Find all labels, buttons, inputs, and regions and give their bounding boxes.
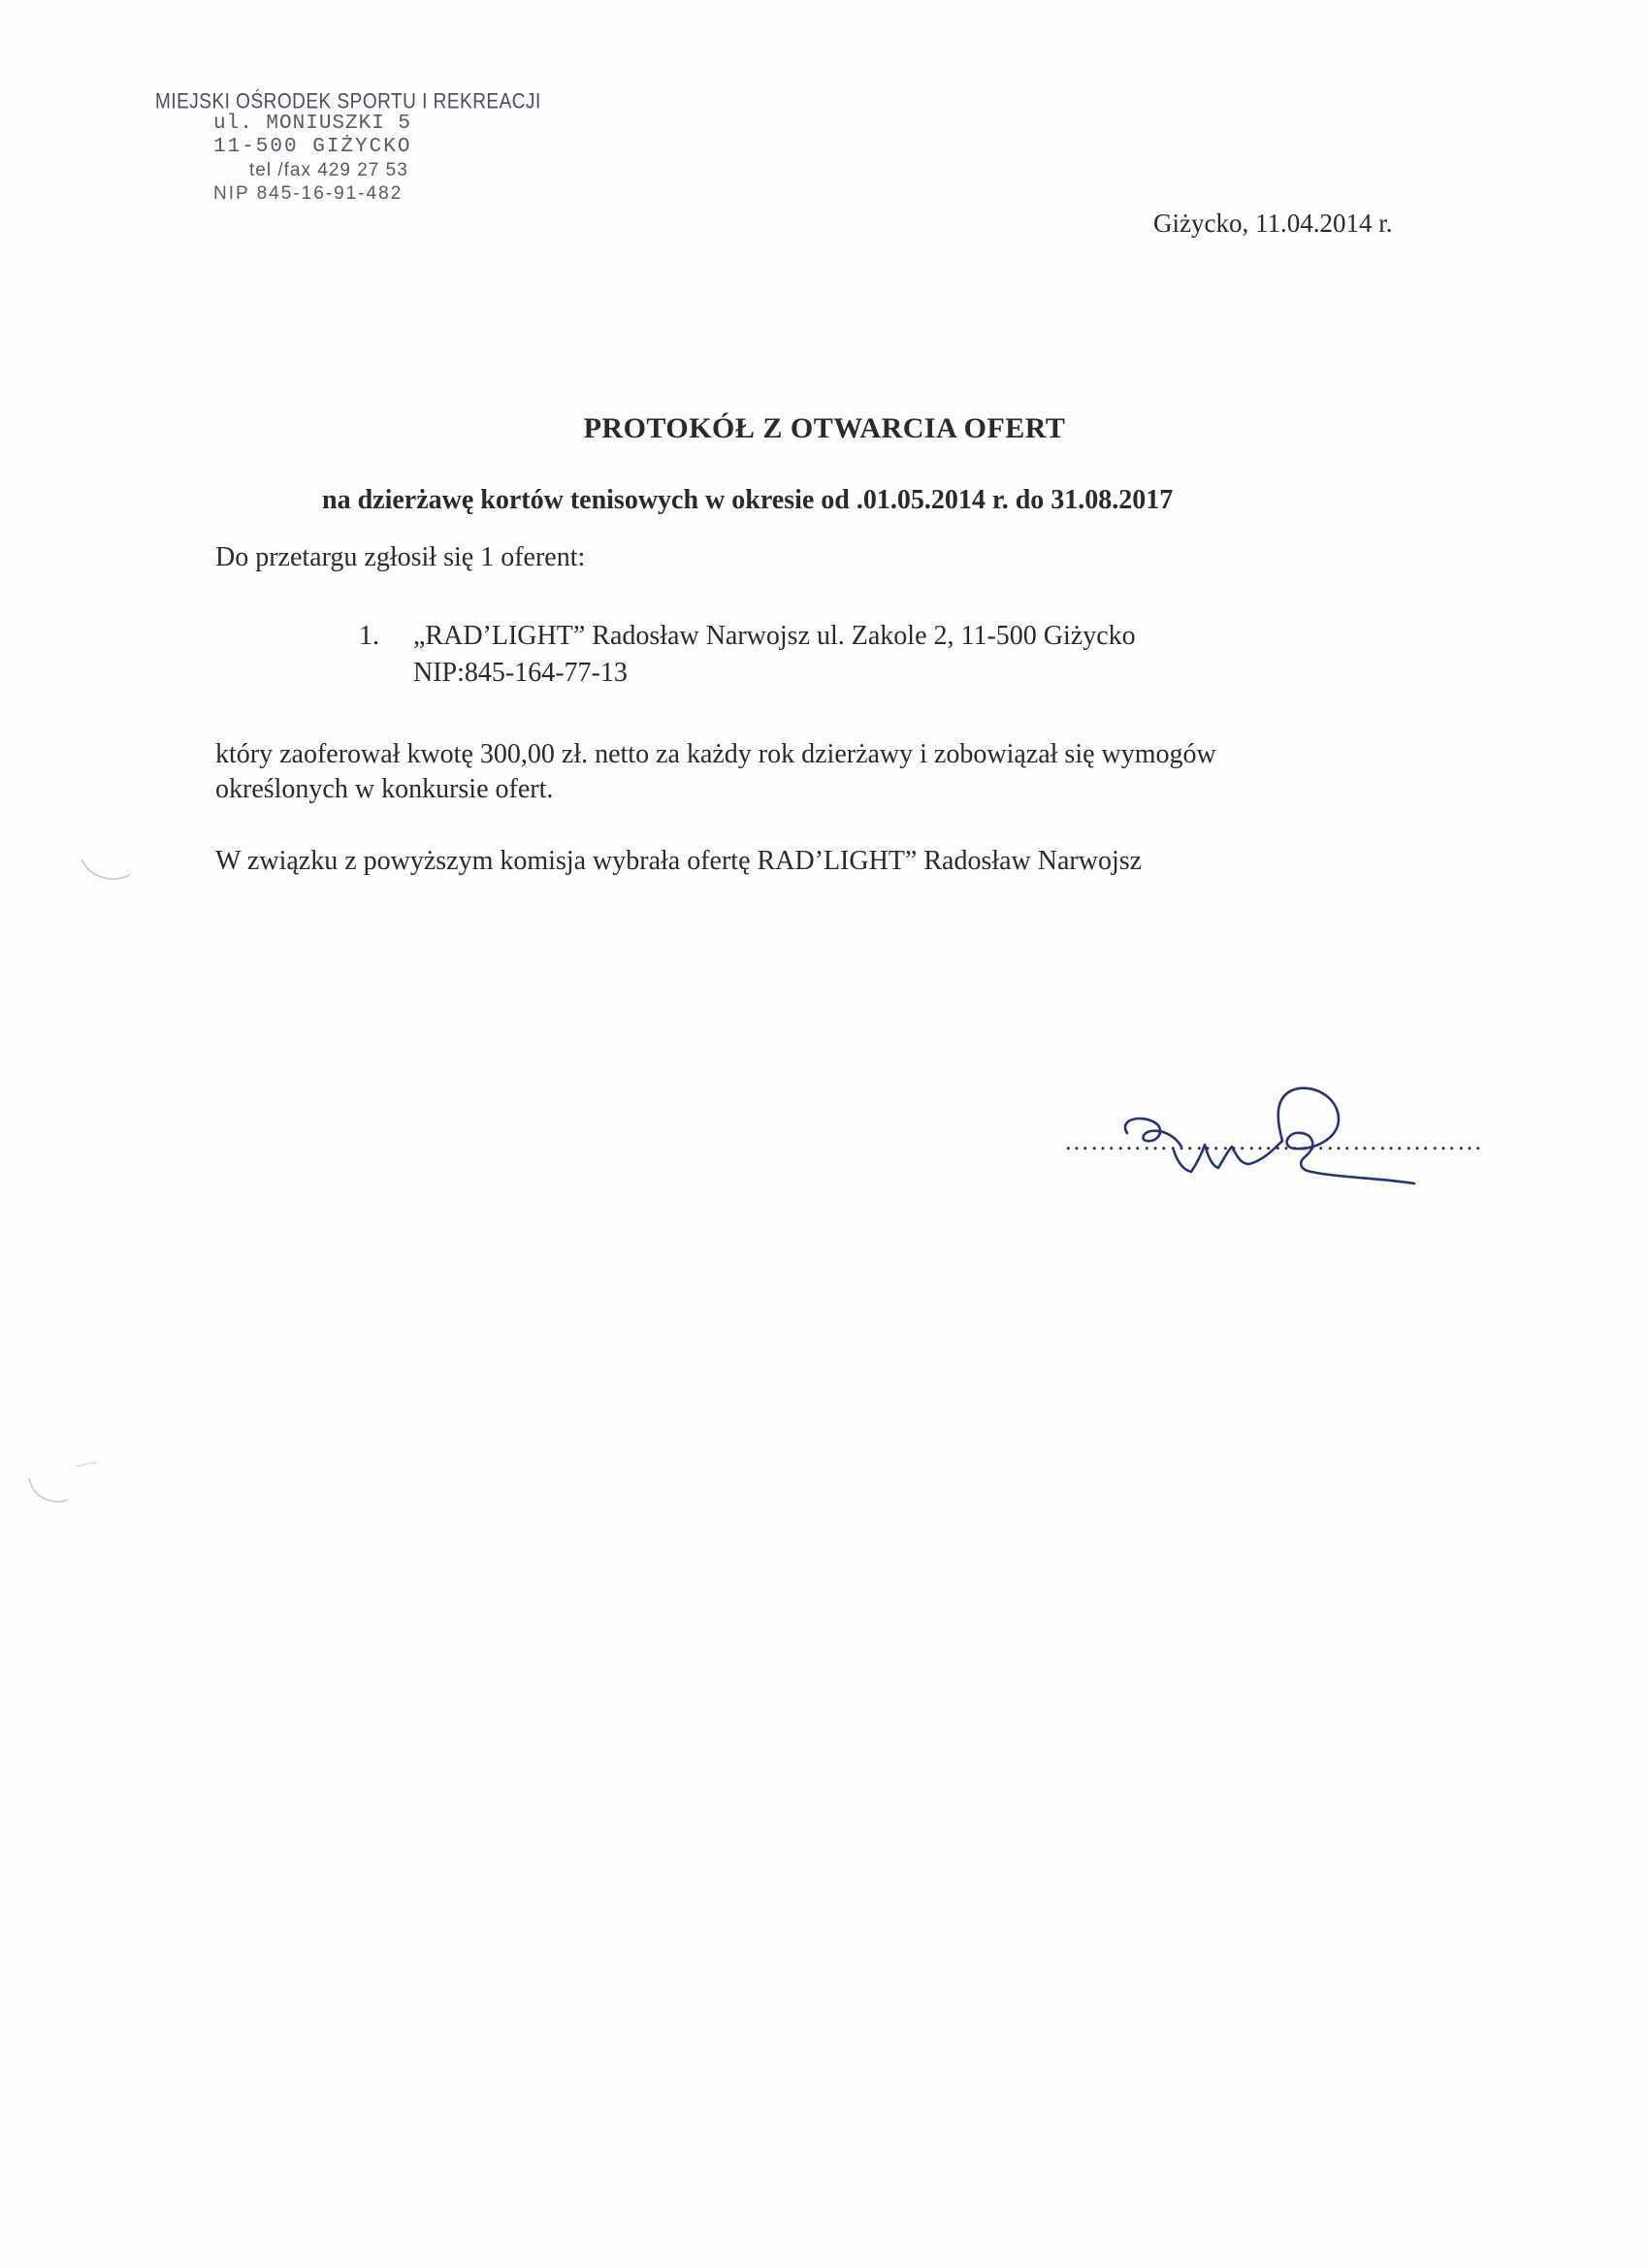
intro-text: Do przetargu zgłosił się 1 oferent: [215, 542, 586, 572]
offer-bidder: „RAD’LIGHT” Radosław Narwojsz ul. Zakole 2, 11-500 Giżycko [413, 621, 1136, 651]
document-title: PROTOKÓŁ Z OTWARCIA OFERT [583, 412, 1066, 444]
stamp-tax-id: NIP 845-16-91-482 [213, 183, 404, 204]
offer-tax-id: NIP:845-164-77-13 [413, 658, 628, 688]
offer-number: 1. [359, 621, 379, 651]
handwritten-signature [1057, 1057, 1445, 1203]
organization-stamp [155, 89, 543, 206]
offer-amount-paragraph [215, 737, 1216, 807]
stamp-phone: tel /fax 429 27 53 [249, 160, 408, 180]
stamp-city: 11-500 GIŻYCKO [213, 136, 412, 158]
offer-amount-line-1: który zaoferował kwotę 300,00 zł. netto za każdy rok dzierżawy i zobowiązał się wymogów [215, 739, 1216, 769]
commission-decision-paragraph: W związku z powyższym komisja wybrała ofertę RAD’LIGHT” Radosław Narwojsz [215, 846, 1143, 876]
scan-mark-icon [78, 854, 136, 892]
offer-amount-line-2: określonych w konkursie ofert. [215, 774, 554, 804]
scan-mark-icon [23, 1455, 101, 1513]
offer-list-item [359, 618, 1136, 692]
stamp-street: ul. MONIUSZKI 5 [213, 113, 412, 135]
document-date: Giżycko, 11.04.2014 r. [1153, 209, 1393, 238]
signature-line: ………………………………………… [1064, 1127, 1483, 1155]
document-subtitle: na dzierżawę kortów tenisowych w okresie od .01.05.2014 r. do 31.08.2017 [322, 485, 1174, 515]
stamp-organization-name: MIEJSKI OŚRODEK SPORTU I REKREACJI [155, 90, 541, 114]
